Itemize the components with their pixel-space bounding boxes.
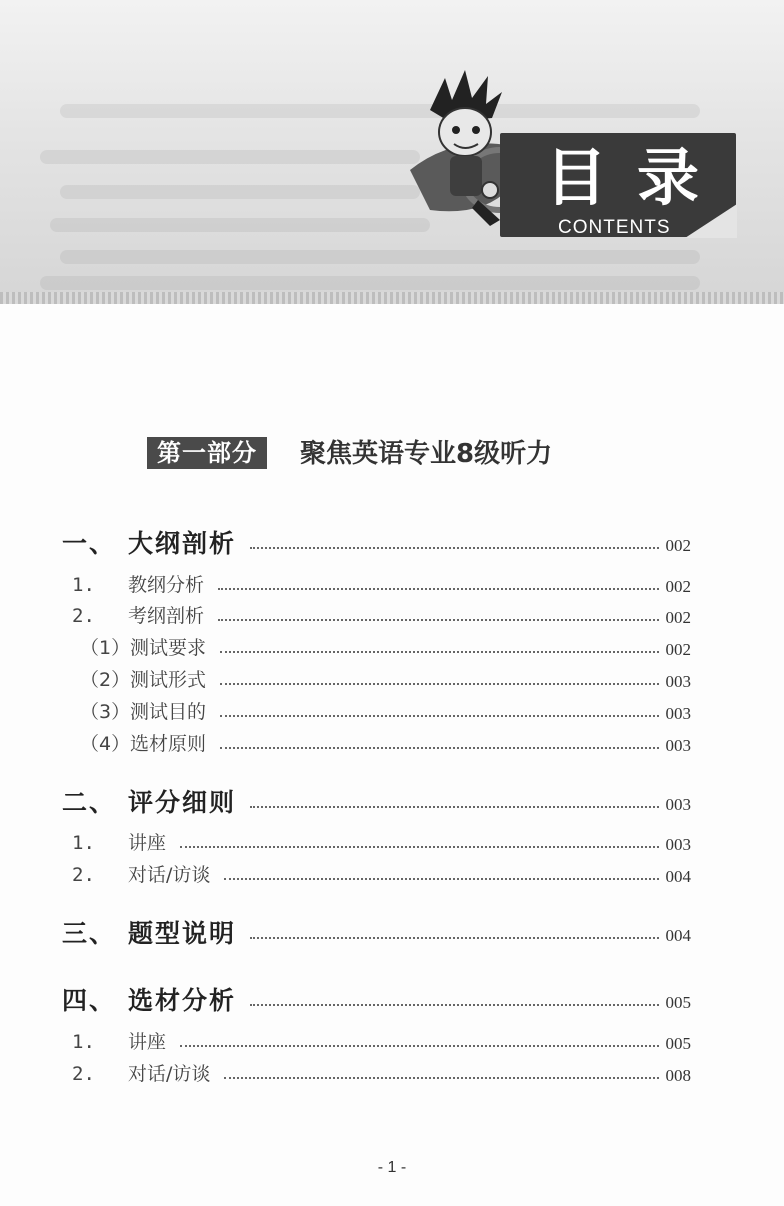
toc-dot-leader — [250, 929, 659, 939]
toc-entry-page: 002 — [665, 577, 691, 596]
toc-entry[interactable] — [0, 697, 784, 727]
toc-entry-page: 002 — [665, 640, 691, 659]
toc-entry[interactable] — [0, 919, 784, 949]
toc-entry-page: 005 — [665, 1034, 691, 1053]
toc-entry-title: 教纲分析 — [128, 574, 205, 596]
toc-entry-number: 一、 — [62, 529, 117, 558]
toc-entry-page: 003 — [665, 704, 691, 723]
toc-entry[interactable] — [0, 665, 784, 695]
toc-entry[interactable] — [0, 729, 784, 759]
toc-entry-title: 对话/访谈 — [128, 1063, 211, 1085]
toc-dot-leader — [224, 870, 659, 880]
toc-entry-number: （2） — [80, 669, 131, 691]
toc-entry-number: 1. — [72, 832, 95, 854]
toc-dot-leader — [220, 739, 659, 749]
toc-entry-page: 004 — [665, 867, 691, 886]
toc-entry-page: 002 — [665, 608, 691, 627]
toc-entry-title: 考纲剖析 — [128, 605, 205, 627]
toc-entry[interactable] — [0, 788, 784, 818]
toc-dot-leader — [180, 1037, 659, 1047]
toc-entry[interactable] — [0, 1059, 784, 1089]
faded-background-text — [60, 104, 700, 118]
toc-entry[interactable] — [0, 1027, 784, 1057]
toc-entry-number: 2. — [72, 605, 95, 627]
toc-entry-title: 测试目的 — [130, 701, 207, 723]
toc-entry-page: 003 — [665, 672, 691, 691]
toc-entry-number: 1. — [72, 574, 95, 596]
toc-entry[interactable] — [0, 570, 784, 600]
toc-entry-title: 测试形式 — [130, 669, 207, 691]
toc-entry-title: 讲座 — [128, 832, 167, 854]
toc-dot-leader — [180, 838, 659, 848]
toc-entry-number: 2. — [72, 1063, 95, 1085]
toc-dot-leader — [250, 798, 659, 808]
toc-entry-title: 选材原则 — [130, 733, 207, 755]
faded-background-text — [50, 218, 430, 232]
toc-entry-title: 讲座 — [128, 1031, 167, 1053]
toc-entry-number: 1. — [72, 1031, 95, 1053]
toc-entry-number: 二、 — [62, 788, 117, 817]
page-number: - 1 - — [377, 1159, 407, 1176]
toc-dot-leader — [250, 996, 659, 1006]
toc-entry[interactable] — [0, 529, 784, 559]
toc-entry-page: 004 — [665, 926, 691, 945]
toc-entry-page: 003 — [665, 736, 691, 755]
toc-dot-leader — [218, 611, 659, 621]
toc-dot-leader — [220, 643, 659, 653]
toc-entry-page: 008 — [665, 1066, 691, 1085]
toc-entry-page: 003 — [665, 795, 691, 814]
toc-entry[interactable] — [0, 828, 784, 858]
faded-background-text — [40, 150, 420, 164]
toc-entry-page: 003 — [665, 835, 691, 854]
part-label: 第一部分 — [147, 437, 267, 469]
toc-entry-title: 测试要求 — [130, 637, 207, 659]
toc-entry-number: 2. — [72, 864, 95, 886]
banner-torn-edge — [0, 292, 784, 304]
toc-entry-number: （3） — [80, 701, 131, 723]
toc-dot-leader — [218, 580, 659, 590]
toc-entry-number: （4） — [80, 733, 131, 755]
toc-entry-title: 题型说明 — [128, 919, 237, 948]
toc-dot-leader — [224, 1069, 659, 1079]
part-title: 聚焦英语专业8级听力 — [300, 439, 553, 469]
toc-dot-leader — [250, 539, 659, 549]
page-title: 目录 — [545, 141, 730, 214]
page-subtitle: CONTENTS — [558, 217, 671, 238]
header-banner — [0, 0, 784, 298]
toc-entry-title: 大纲剖析 — [128, 529, 237, 558]
faded-background-text — [60, 250, 700, 264]
toc-entry-page: 002 — [665, 536, 691, 555]
toc-entry-page: 005 — [665, 993, 691, 1012]
toc-entry-number: （1） — [80, 637, 131, 659]
toc-entry[interactable] — [0, 860, 784, 890]
toc-dot-leader — [220, 675, 659, 685]
toc-entry-title: 对话/访谈 — [128, 864, 211, 886]
faded-background-text — [40, 276, 700, 290]
toc-entry[interactable] — [0, 986, 784, 1016]
toc-entry-number: 三、 — [62, 919, 117, 948]
toc-entry[interactable] — [0, 601, 784, 631]
toc-dot-leader — [220, 707, 659, 717]
toc-entry-title: 评分细则 — [128, 788, 237, 817]
faded-background-text — [60, 185, 420, 199]
toc-entry-number: 四、 — [62, 986, 117, 1015]
toc-entry-title: 选材分析 — [128, 986, 237, 1015]
toc-entry[interactable] — [0, 633, 784, 663]
